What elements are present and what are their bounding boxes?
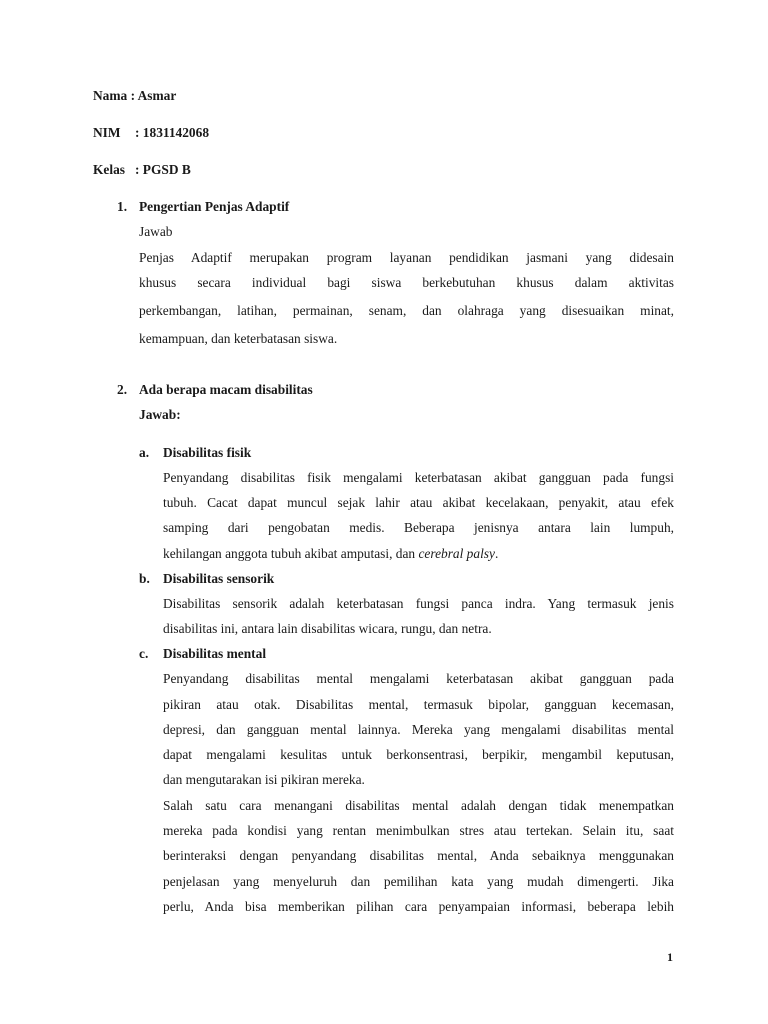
kelas-label: Kelas [93, 162, 125, 177]
item-c-line-8: berinteraksi dengan penyandang disabilitas mental, Anda sebaiknya menggunakan [163, 848, 674, 863]
q2-title: Ada berapa macam disabilitas [139, 382, 313, 397]
q1-line-4: kemampuan, dan keterbatasan siswa. [139, 331, 338, 346]
item-b-marker: b. [139, 571, 150, 586]
item-a-marker: a. [139, 445, 150, 460]
item-c-line-9: penjelasan yang menyeluruh dan pemilihan kata yang mudah dimengerti. Jika [163, 874, 674, 889]
item-a-line-3: samping dari pengobatan medis. Beberapa jenisnya antara lain lumpuh, [163, 520, 674, 535]
nim-value: : 1831142068 [135, 125, 210, 140]
item-a-title: Disabilitas fisik [163, 445, 252, 460]
q1-number: 1. [117, 199, 128, 214]
student-name: Nama : Asmar [93, 88, 177, 103]
item-c-line-1: Penyandang disabilitas mental mengalami keterbatasan akibat gangguan pada [163, 671, 674, 686]
item-c-line-5: dan mengutarakan isi pikiran mereka. [163, 772, 365, 787]
item-a-line-4 [163, 546, 498, 562]
q1-line-3: perkembangan, latihan, permainan, senam, dan olahraga yang disesuaikan minat, [139, 303, 674, 318]
item-c-line-2: pikiran atau otak. Disabilitas mental, termasuk bipolar, gangguan kecemasan, [163, 697, 674, 712]
item-c-marker: c. [139, 646, 149, 661]
item-c-line-4: dapat mengalami kesulitas untuk berkonsentrasi, berpikir, mengambil keputusan, [163, 747, 674, 762]
student-class [93, 162, 191, 178]
q1-title: Pengertian Penjas Adaptif [139, 199, 290, 214]
item-c-line-10: perlu, Anda bisa memberikan pilihan cara penyampaian informasi, beberapa lebih [163, 899, 674, 914]
student-nim [93, 125, 210, 141]
item-b-line-2: disabilitas ini, antara lain disabilitas wicara, rungu, dan netra. [163, 621, 492, 636]
item-c-line-6: Salah satu cara menangani disabilitas mental adalah dengan tidak menempatkan [163, 798, 674, 813]
item-b-title: Disabilitas sensorik [163, 571, 275, 586]
q1-line-1: Penjas Adaptif merupakan program layanan pendidikan jasmani yang didesain [139, 250, 674, 265]
page-number: 1 [667, 950, 673, 964]
kelas-value: : PGSD B [135, 162, 191, 177]
q1-answer-label: Jawab [139, 224, 173, 239]
item-a-italic-term: cerebral palsy [418, 546, 495, 561]
item-c-line-3: depresi, dan gangguan mental lainnya. Mereka yang mengalami disabilitas mental [163, 722, 674, 737]
q2-answer-label: Jawab: [139, 407, 181, 422]
q2-number: 2. [117, 382, 128, 397]
item-b-line-1: Disabilitas sensorik adalah keterbatasan fungsi panca indra. Yang termasuk jenis [163, 596, 674, 611]
item-a-line-2: tubuh. Cacat dapat muncul sejak lahir atau akibat kecelakaan, penyakit, atau efek [163, 495, 674, 510]
item-c-title: Disabilitas mental [163, 646, 267, 661]
item-a-line-1: Penyandang disabilitas fisik mengalami keterbatasan akibat gangguan pada fungsi [163, 470, 674, 485]
q1-line-2: khusus secara individual bagi siswa berkebutuhan khusus dalam aktivitas [139, 275, 674, 290]
nim-label: NIM [93, 125, 121, 140]
item-c-line-7: mereka pada kondisi yang rentan menimbulkan stres atau tertekan. Selain itu, saat [163, 823, 674, 838]
item-a-line-4-period: . [494, 546, 499, 561]
item-a-line-4-text: kehilangan anggota tubuh akibat amputasi, dan [163, 546, 419, 561]
